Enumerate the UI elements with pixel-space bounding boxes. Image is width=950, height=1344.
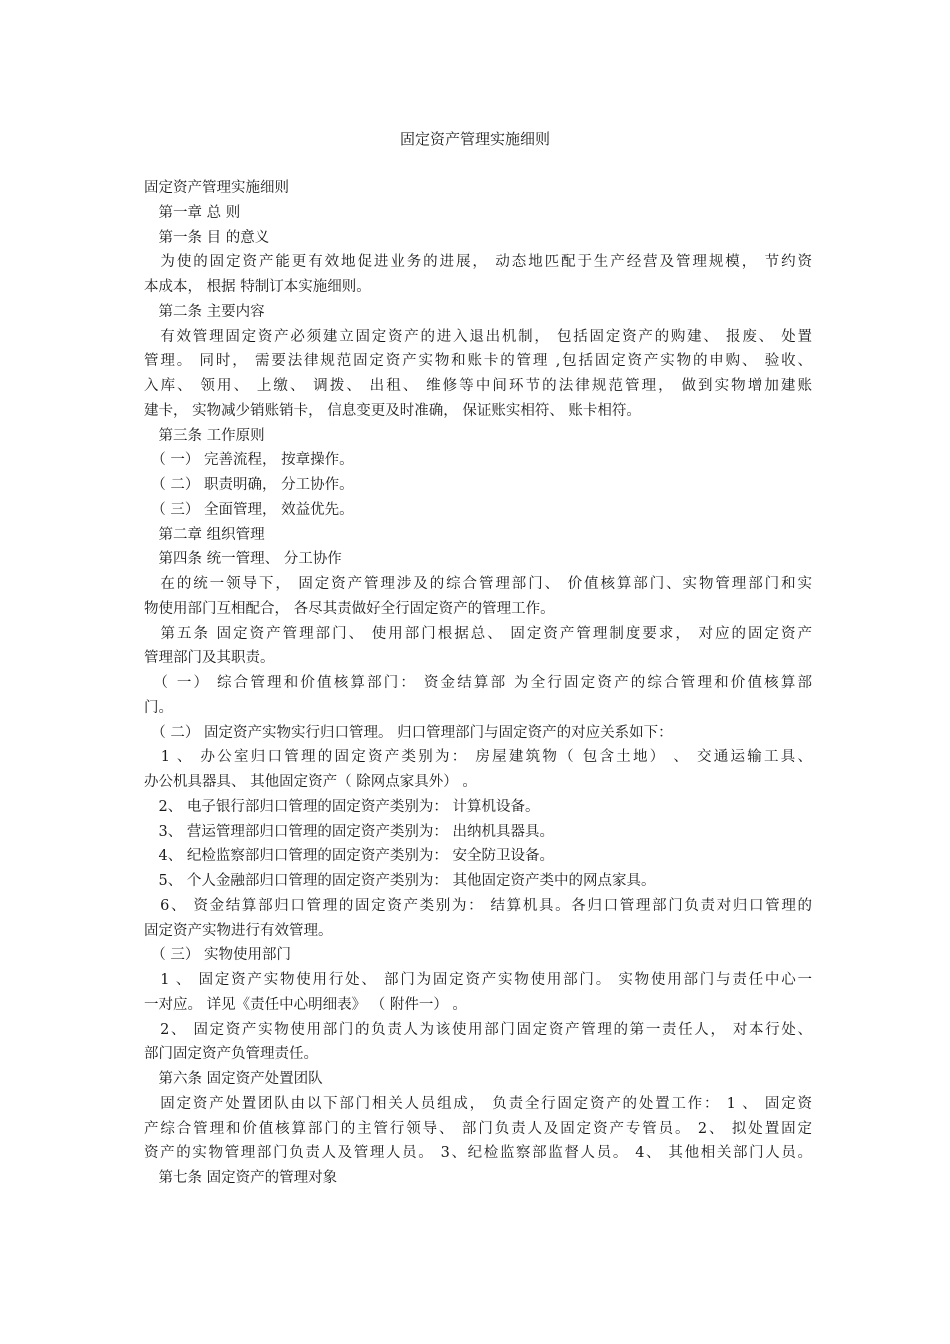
text-line: 入库、 领用、 上缴、 调拨、 出租、 维修等中间环节的法律规范管理， 做到实物增加建账 [144,378,812,394]
text-line: 部门固定资产负管理责任。 [144,1046,318,1063]
text-line: 产综合管理和价值核算部门的主管行领导、 部门负责人及固定资产专管员。 2、 拟处置固定 [144,1120,812,1137]
text-line: 3、 营运管理部归口管理的固定资产类别为： 出纳机具器具。 [144,823,554,840]
text-line: 管理。 同时， 需要法律规范固定资产实物和账卡的管理 ,包括固定资产实物的申购、 验收、 [144,353,812,370]
text-line: 本成本， 根据 特制订本实施细则。 [144,279,371,295]
text-line: 4、 纪检监察部归口管理的固定资产类别为： 安全防卫设备。 [144,848,554,865]
text-line: 2、 固定资产实物使用部门的负责人为该使用部门固定资产管理的第一责任人， 对本行处、 [144,1021,812,1038]
text-line: 第三条 工作原则 [144,427,265,444]
text-line: （ 一） 完善流程， 按章操作。 [144,452,354,469]
text-line: 固定资产实物进行有效管理。 [144,922,333,939]
page-title: 固定资产管理实施细则 [399,130,550,148]
document-body [144,176,812,1191]
text-line: 办公机具器具、 其他固定资产（ 除网点家具外） 。 [144,774,477,790]
text-line: 在的统一领导下， 固定资产管理涉及的综合管理部门、 价值核算部门、实物管理部门和实 [144,576,812,592]
text-line: 第一章 总 则 [144,204,241,221]
text-line: 物使用部门互相配合， 各尽其责做好全行固定资产的管理工作。 [144,600,555,617]
text-line: 有效管理固定资产必须建立固定资产的进入退出机制， 包括固定资产的购建、 报废、 处置 [144,328,812,345]
text-line: 1 、 固定资产实物使用行处、 部门为固定资产实物使用部门。 实物使用部门与责任中心一 [144,972,812,988]
text-line: 第七条 固定资产的管理对象 [144,1170,338,1186]
text-line: 建卡， 实物减少销账销卡， 信息变更及时准确， 保证账实相符、 账卡相符。 [144,402,641,419]
text-line: （ 一） 综合管理和价值核算部门： 资金结算部 为全行固定资产的综合管理和价值核算部 [144,675,812,691]
text-line: 第一条 目 的意义 [144,229,270,246]
text-line: 一对应。 详见《责任中心明细表》 （ 附件一） 。 [144,996,467,1013]
text-line: 第六条 固定资产处置团队 [144,1071,323,1087]
text-line: 5、 个人金融部归口管理的固定资产类别为： 其他固定资产类中的网点家具。 [144,873,656,889]
text-line: （ 三） 实物使用部门 [144,947,291,964]
text-line: 为使的固定资产能更有效地促进业务的进展， 动态地匹配于生产经营及管理规模， 节约资 [144,254,812,271]
text-line: 第四条 统一管理、 分工协作 [144,551,342,568]
text-line: 6、 资金结算部归口管理的固定资产类别为： 结算机具。各归口管理部门负责对归口管理的 [144,897,812,914]
text-line: 第二章 组织管理 [144,526,265,543]
text-line: 固定资产处置团队由以下部门相关人员组成， 负责全行固定资产的处置工作： 1 、 固定资 [144,1095,812,1112]
text-line: 2、 电子银行部归口管理的固定资产类别为： 计算机设备。 [144,798,540,815]
text-line: 第二条 主要内容 [144,303,265,320]
text-line: 1 、 办公室归口管理的固定资产类别为： 房屋建筑物（ 包含土地） 、 交通运输工具、 [144,749,812,766]
text-line: 管理部门及其职责。 [144,650,275,667]
text-line: 资产的实物管理部门负责人及管理人员。 3、纪检监察部监督人员。 4、 其他相关部门人员。 [144,1145,812,1162]
text-line: （ 二） 职责明确， 分工协作。 [144,477,354,493]
text-line: 门。 [144,699,173,716]
text-line: 第五条 固定资产管理部门、 使用部门根据总、 固定资产管理制度要求， 对应的固定资产 [144,625,812,642]
text-line: 固定资产管理实施细则 [144,180,289,196]
text-line: （ 二） 固定资产实物实行归口管理。 归口管理部门与固定资产的对应关系如下： [144,724,673,741]
text-line: （ 三） 全面管理， 效益优先。 [144,501,354,518]
